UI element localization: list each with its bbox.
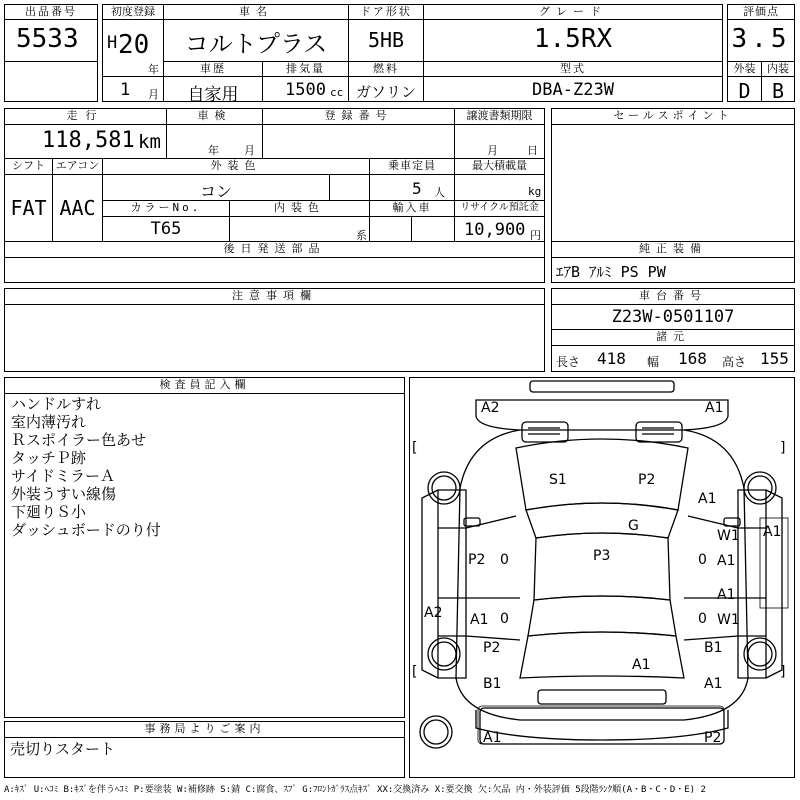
inspector-notes xyxy=(4,393,405,718)
displacement: 1500 xyxy=(285,80,326,100)
dmg-mark: A1 xyxy=(717,553,736,569)
dmg-mark: [ xyxy=(412,664,418,680)
width: 168 xyxy=(678,349,707,368)
insp-month-unit: 月 xyxy=(244,144,255,157)
regno-box xyxy=(262,124,455,159)
transfer-month-unit: 月 xyxy=(487,144,498,157)
inspection-label: 車検 xyxy=(166,108,263,125)
later-parts-box xyxy=(4,257,545,283)
intcolor-unit: 系 xyxy=(356,229,367,242)
cc-unit: cc xyxy=(330,86,344,99)
history: 自家用 xyxy=(187,85,239,105)
shift-label: シフト xyxy=(4,158,53,175)
reg-year: 20 xyxy=(118,30,150,60)
seats-unit: 人 xyxy=(434,186,445,199)
dims-label: 諸元 xyxy=(551,329,795,346)
dmg-mark: A1 xyxy=(698,491,717,507)
reg-month: 1 xyxy=(120,80,131,100)
color: コン xyxy=(199,182,232,201)
mileage-label: 走行 xyxy=(4,108,167,125)
history-label: 車歴 xyxy=(163,61,263,77)
equipment: ｴｱB ｱﾙﾐ PS PW xyxy=(556,263,666,281)
inspector-note: 外装うすい線傷 xyxy=(11,485,117,503)
dmg-mark: P2 xyxy=(483,640,501,656)
notes-box xyxy=(4,304,545,372)
inspector-note: サイドミラーＡ xyxy=(11,467,115,485)
ext-grade: D xyxy=(738,79,751,103)
reg-label: 初度登録 xyxy=(102,4,164,20)
dmg-mark: S1 xyxy=(549,472,567,488)
dmg-mark: P2 xyxy=(468,552,486,568)
model-label: 型式 xyxy=(423,61,723,77)
dmg-mark: A1 xyxy=(483,730,502,746)
dmg-mark: W1 xyxy=(717,612,740,628)
dmg-mark: A2 xyxy=(481,400,500,416)
dmg-mark: A2 xyxy=(424,605,443,621)
displacement-label: 排気量 xyxy=(262,61,349,77)
dmg-mark: 0 xyxy=(500,552,509,568)
height: 155 xyxy=(760,349,789,368)
load-label: 最大積載量 xyxy=(454,158,545,175)
office-label: 事務局よりご案内 xyxy=(4,721,405,738)
intcolor-box xyxy=(229,216,370,242)
chassis: Z23W-0501107 xyxy=(611,307,735,327)
dmg-mark: W1 xyxy=(717,528,740,544)
dmg-mark: B1 xyxy=(483,676,502,692)
ac-label: エアコン xyxy=(52,158,103,175)
model-code: DBA-Z23W xyxy=(532,80,614,100)
era: H xyxy=(107,33,118,53)
mileage: 118,581 xyxy=(42,128,135,153)
month-unit: 月 xyxy=(148,88,159,101)
later-parts-label: 後日発送部品 xyxy=(4,241,545,258)
name-label: 車名 xyxy=(163,4,349,20)
intcolor-label: 内装色 xyxy=(229,200,370,217)
dims-box xyxy=(551,345,795,372)
load-unit: kg xyxy=(528,185,542,198)
dmg-mark: P2 xyxy=(638,472,656,488)
grade: 1.5RX xyxy=(533,24,613,54)
transfer-day-unit: 日 xyxy=(527,144,538,157)
score-label: 評価点 xyxy=(727,4,795,20)
inspector-note: ハンドルすれ xyxy=(11,395,102,413)
chassis-label: 車台番号 xyxy=(551,288,795,305)
grade-label: グレード xyxy=(423,4,723,20)
len-label: 長さ xyxy=(556,355,581,369)
length: 418 xyxy=(597,349,626,368)
color-label: 外装色 xyxy=(102,158,370,175)
colorno-label: カラーNo. xyxy=(102,200,230,217)
import-label: 輸入車 xyxy=(369,200,455,217)
dmg-mark: A1 xyxy=(632,657,651,673)
dmg-mark: ] xyxy=(780,440,786,456)
car-name: コルトプラス xyxy=(184,30,328,58)
lot-number: 5533 xyxy=(16,24,79,54)
import-box-1 xyxy=(369,216,412,242)
car-outline xyxy=(410,378,794,777)
insp-year-unit: 年 xyxy=(208,144,219,157)
sales-box xyxy=(551,124,795,242)
lot-lower-box xyxy=(4,61,98,102)
dmg-mark: P2 xyxy=(704,730,722,746)
inspector-label: 検査員記入欄 xyxy=(4,377,405,394)
dmg-mark: 0 xyxy=(698,552,707,568)
lot-label: 出品番号 xyxy=(4,4,98,20)
seats-label: 乗車定員 xyxy=(369,158,455,175)
year-unit: 年 xyxy=(148,63,159,76)
hgt-label: 高さ xyxy=(722,355,747,369)
transfer-label: 譲渡書類期限 xyxy=(454,108,545,125)
dmg-mark: G xyxy=(628,518,639,534)
km-unit: km xyxy=(138,131,161,153)
equip-label: 純正装備 xyxy=(551,241,795,258)
dmg-mark: A1 xyxy=(763,524,782,540)
recycle-label: リサイクル預託金 xyxy=(454,200,545,217)
dmg-mark: 0 xyxy=(500,611,509,627)
sales-label: セールスポイント xyxy=(551,108,795,125)
ac: AAC xyxy=(59,196,96,220)
dmg-mark: A1 xyxy=(470,612,489,628)
int-grade: B xyxy=(771,79,785,103)
seats: 5 xyxy=(412,179,422,198)
door-type: 5HB xyxy=(367,28,405,52)
int-label: 内装 xyxy=(761,61,795,77)
door-label: ドア形状 xyxy=(348,4,424,20)
notes-label: 注意事項欄 xyxy=(4,288,545,305)
dmg-mark: [ xyxy=(412,440,418,456)
color-box-extra xyxy=(329,174,370,201)
fuel: ガソリン xyxy=(355,83,416,101)
car-diagram xyxy=(409,377,795,778)
dmg-mark: P3 xyxy=(593,548,611,564)
dmg-mark: 0 xyxy=(698,611,707,627)
colorno: T65 xyxy=(150,219,182,239)
fuel-label: 燃料 xyxy=(348,61,424,77)
inspector-note: 下廻りＳ小 xyxy=(11,503,87,521)
dmg-mark: A1 xyxy=(704,676,723,692)
ext-label: 外装 xyxy=(727,61,762,77)
recycle: 10,900 xyxy=(464,220,526,240)
dmg-mark: ] xyxy=(780,664,786,680)
legend: A:ｷｽﾞ U:ﾍｺﾐ B:ｷｽﾞを伴うﾍｺﾐ P:要塗装 W:補修跡 S:錆 C:腐食、ｽﾌﾟ G:ﾌﾛﾝﾄｶﾞﾗｽ点ｷｽﾞ XX:交換済み X:要交換 欠:欠品 内・外装評価 5段階ﾗﾝｸ順(A・B・C・D・E) 2 xyxy=(4,785,706,795)
score: 3.5 xyxy=(731,24,791,54)
inspector-note: Ｒスポイラー色あせ xyxy=(11,431,147,449)
import-box-2 xyxy=(411,216,455,242)
dmg-mark: A1 xyxy=(717,587,736,603)
dmg-mark: B1 xyxy=(704,640,723,656)
inspector-note: タッチＰ跡 xyxy=(11,449,87,467)
regno-label: 登録番号 xyxy=(262,108,455,125)
shift: FAT xyxy=(10,196,47,220)
yen-unit: 円 xyxy=(530,229,541,242)
inspector-note: 室内薄汚れ xyxy=(11,413,87,431)
wid-label: 幅 xyxy=(647,355,660,369)
dmg-mark: A1 xyxy=(705,400,724,416)
office-text: 売切りスタート xyxy=(10,740,116,758)
inspector-note: ダッシュボードのり付 xyxy=(11,521,161,539)
